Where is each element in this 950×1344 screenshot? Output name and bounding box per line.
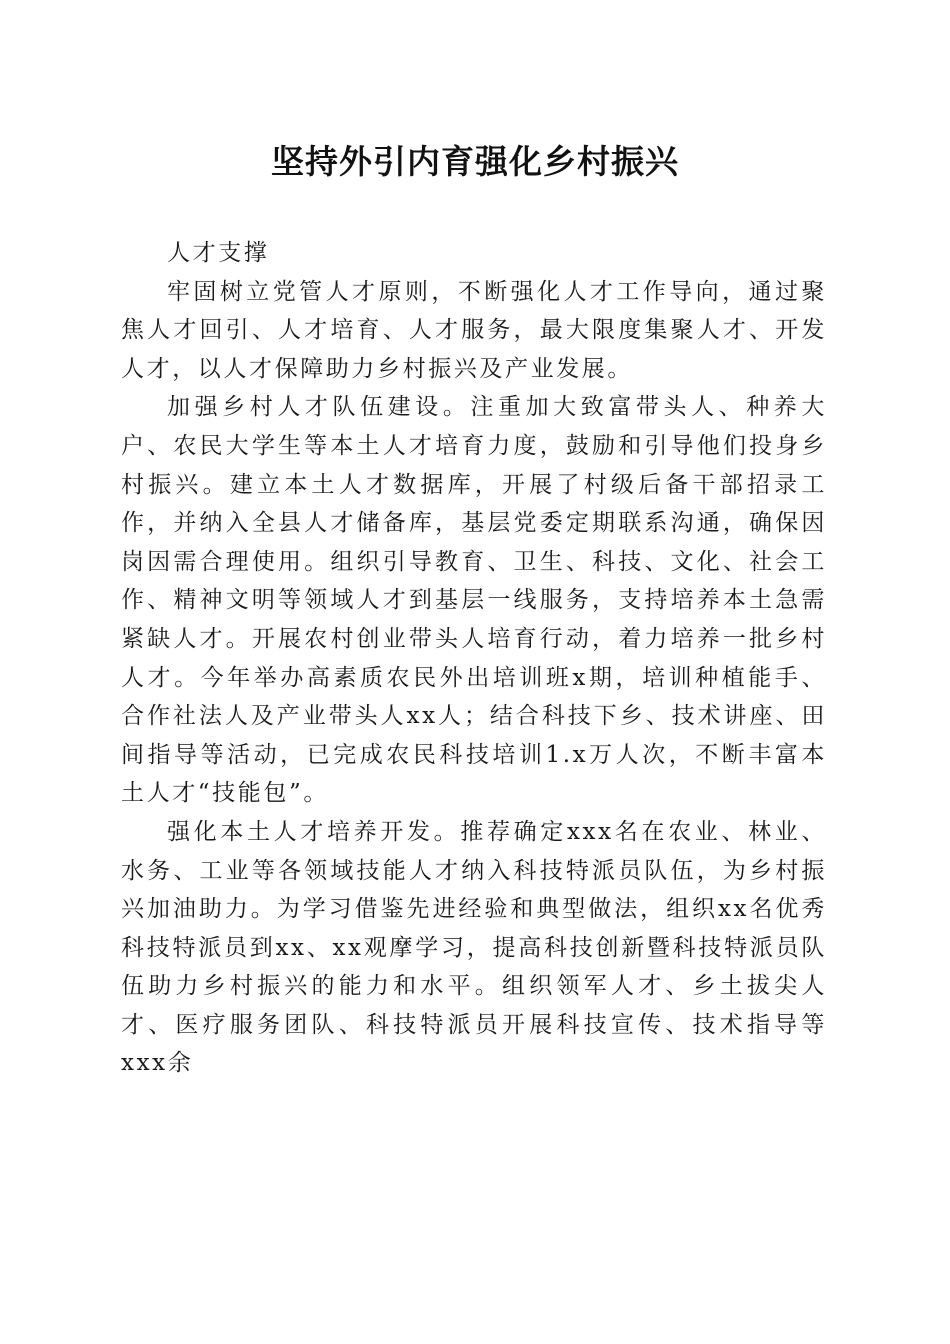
paragraph: 牢固树立党管人才原则，不断强化人才工作导向，通过聚焦人才回引、人才培育、人才服务，最大限度集聚人才、开发人才，以人才保障助力乡村振兴及产业发展。 <box>121 278 827 382</box>
paragraph: 加强乡村人才队伍建设。注重加大致富带头人、种养大户、农民大学生等本土人才培育力度，鼓励和引导他们投身乡村振兴。建立本土人才数据库，开展了村级后备干部招录工作，并纳入全县人才储备库，基层党委定期联系沟通，确保因岗因需合理使用。组织引导教育、卫生、科技、文化、社会工作、精神文明等领域人才到基层一线服务，支持培养本土急需紧缺人才。开展农村创业带头人培育行动，着力培养一批乡村人才。今年举办高素质农民外出培训班x期，培训种植能手、合作社法人及产业带头人xx人；结合科技下乡、技术讲座、田间指导等活动，已完成农民科技培训1.x万人次，不断丰富本土人才“技能包”。 <box>121 394 827 807</box>
paragraph: 强化本土人才培养开发。推荐确定xxx名在农业、林业、水务、工业等各领域技能人才纳入科技特派员队伍，为乡村振兴加油助力。为学习借鉴先进经验和典型做法，组织xx名优秀科技特派员到xx、xx观摩学习，提高科技创新暨科技特派员队伍助力乡村振兴的能力和水平。组织领军人才、乡土拔尖人才、医疗服务团队、科技特派员开展科技宣传、技术指导等xxx余 <box>121 818 827 1077</box>
document-title: 坚持外引内育强化乡村振兴 <box>271 142 679 181</box>
document-body <box>121 234 827 1083</box>
section-heading: 人才支撑 <box>167 240 270 266</box>
